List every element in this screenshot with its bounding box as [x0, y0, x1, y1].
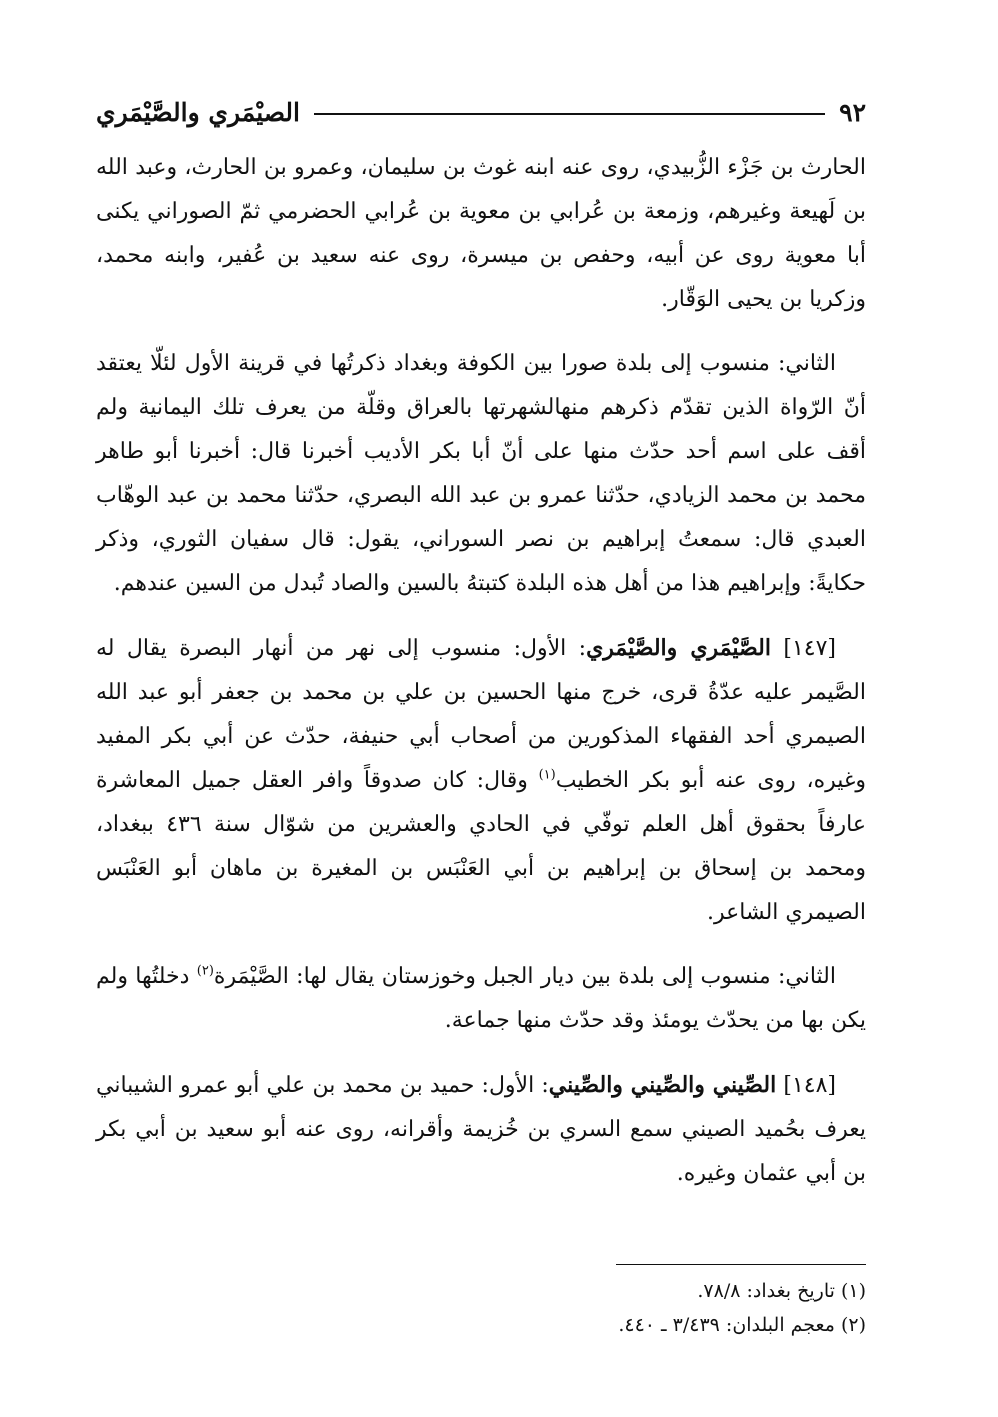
entry-text: : الأول: منسوب إلى نهر من أنهار البصرة يقال له الصَّيمر عليه عدّةُ قرى، خرج منها الحسين بن علي بن محمد بن جعفر أبو عبد الله الصيمري أحد الفقهاء المذكورين من أصحاب أبي حنيفة، حدّث عن أبي بكر المفيد وغيره، روى عنه أبو بكر الخطيب: [96, 636, 867, 793]
entry-number: [١٤٧]: [783, 636, 836, 661]
entry-text: : الأول: حميد بن محمد بن علي أبو عمرو الشيباني يعرف بحُميد الصيني سمع السري بن خُزيمة وأقرانه، روى عنه أبو سعيد بن أبي بكر بن أبي عثمان وغيره.: [96, 1073, 866, 1186]
paragraph-continuation: الحارث بن جَزْء الزُّبيدي، روى عنه ابنه غوث بن سليمان، وعمرو بن الحارث، وعبد الله بن لَهيعة وغيرهم، وزمعة بن عُرابي بن معوية بن عُرابي الحضرمي ثمّ الصوراني يكنى أبا معوية روى عن أبيه، وحفص بن ميسرة، روى عنه سعيد بن عُفير، وابنه محمد، وزكريا بن يحيى الوَقّار.: [96, 155, 866, 312]
page-number: ٩٢: [839, 97, 866, 127]
entry-148: [96, 1063, 866, 1196]
entry-text-cont: وقال: كان صدوقاً وافر العقل جميل المعاشرة عارفاً بحقوق أهل العلم توفّي في الحادي والعشرين من شوّال سنة ٤٣٦ ببغداد، ومحمد بن إسحاق بن إبراهيم بن أبي العَنْبَس بن المغيرة بن ماهان أبو العَنْبَس الصيمري الشاعر.: [96, 768, 866, 925]
footnote-ref-1[interactable]: (١): [538, 767, 556, 783]
footnotes: [96, 1274, 866, 1342]
entry-147: [96, 626, 866, 935]
paragraph-text-cont: دخلتُها ولم يكن بها من يحدّث يومئذ وقد حدّث منها جماعة.: [96, 964, 866, 1033]
footnote-ref-2[interactable]: (٢): [196, 963, 214, 979]
entry-number: [١٤٨]: [783, 1073, 836, 1098]
running-head: [96, 92, 866, 132]
entry-heading: الصِّيني والصِّيني والصِّيني: [548, 1072, 777, 1098]
body-text: [96, 146, 866, 1196]
running-title: الصيْمَري والصَّيْمَري: [96, 97, 300, 127]
footnote-2: (٢) معجم البلدان: ٣/٤٣٩ ـ ٤٤٠.: [618, 1314, 866, 1336]
paragraph-second-saymara: [96, 955, 866, 1043]
entry-heading: الصَّيْمَري والصَّيْمَري: [586, 635, 771, 661]
footnote-1: (١) تاريخ بغداد: ٧٨/٨.: [697, 1280, 866, 1302]
header-rule: [314, 113, 825, 115]
footnote-divider: [616, 1264, 866, 1265]
book-page: [96, 92, 866, 1392]
paragraph-text: الثاني: منسوب إلى بلدة بين ديار الجبل وخوزستان يقال لها: الصَّيْمَرة: [213, 964, 836, 989]
paragraph-second-sura: الثاني: منسوب إلى بلدة صورا بين الكوفة وبغداد ذكرتُها في قرينة الأول لئلّا يعتقد أنّ الرّواة الذين تقدّم ذكرهم منهالشهرتها بالعراق وقلّة من يعرف تلك اليمانية ولم أقف على اسم أحد حدّث منها على أنّ أبا بكر الأديب أخبرنا قال: أخبرنا أبو طاهر محمد بن محمد الزيادي، حدّثنا عمرو بن عبد الله البصري، حدّثنا محمد بن عبد الوهّاب العبدي قال: سمعتُ إبراهيم بن نصر السوراني، يقول: قال سفيان الثوري، وذكر حكايةً: وإبراهيم هذا من أهل هذه البلدة كتبتهُ بالسين والصاد تُبدل من السين عندهم.: [96, 351, 866, 596]
